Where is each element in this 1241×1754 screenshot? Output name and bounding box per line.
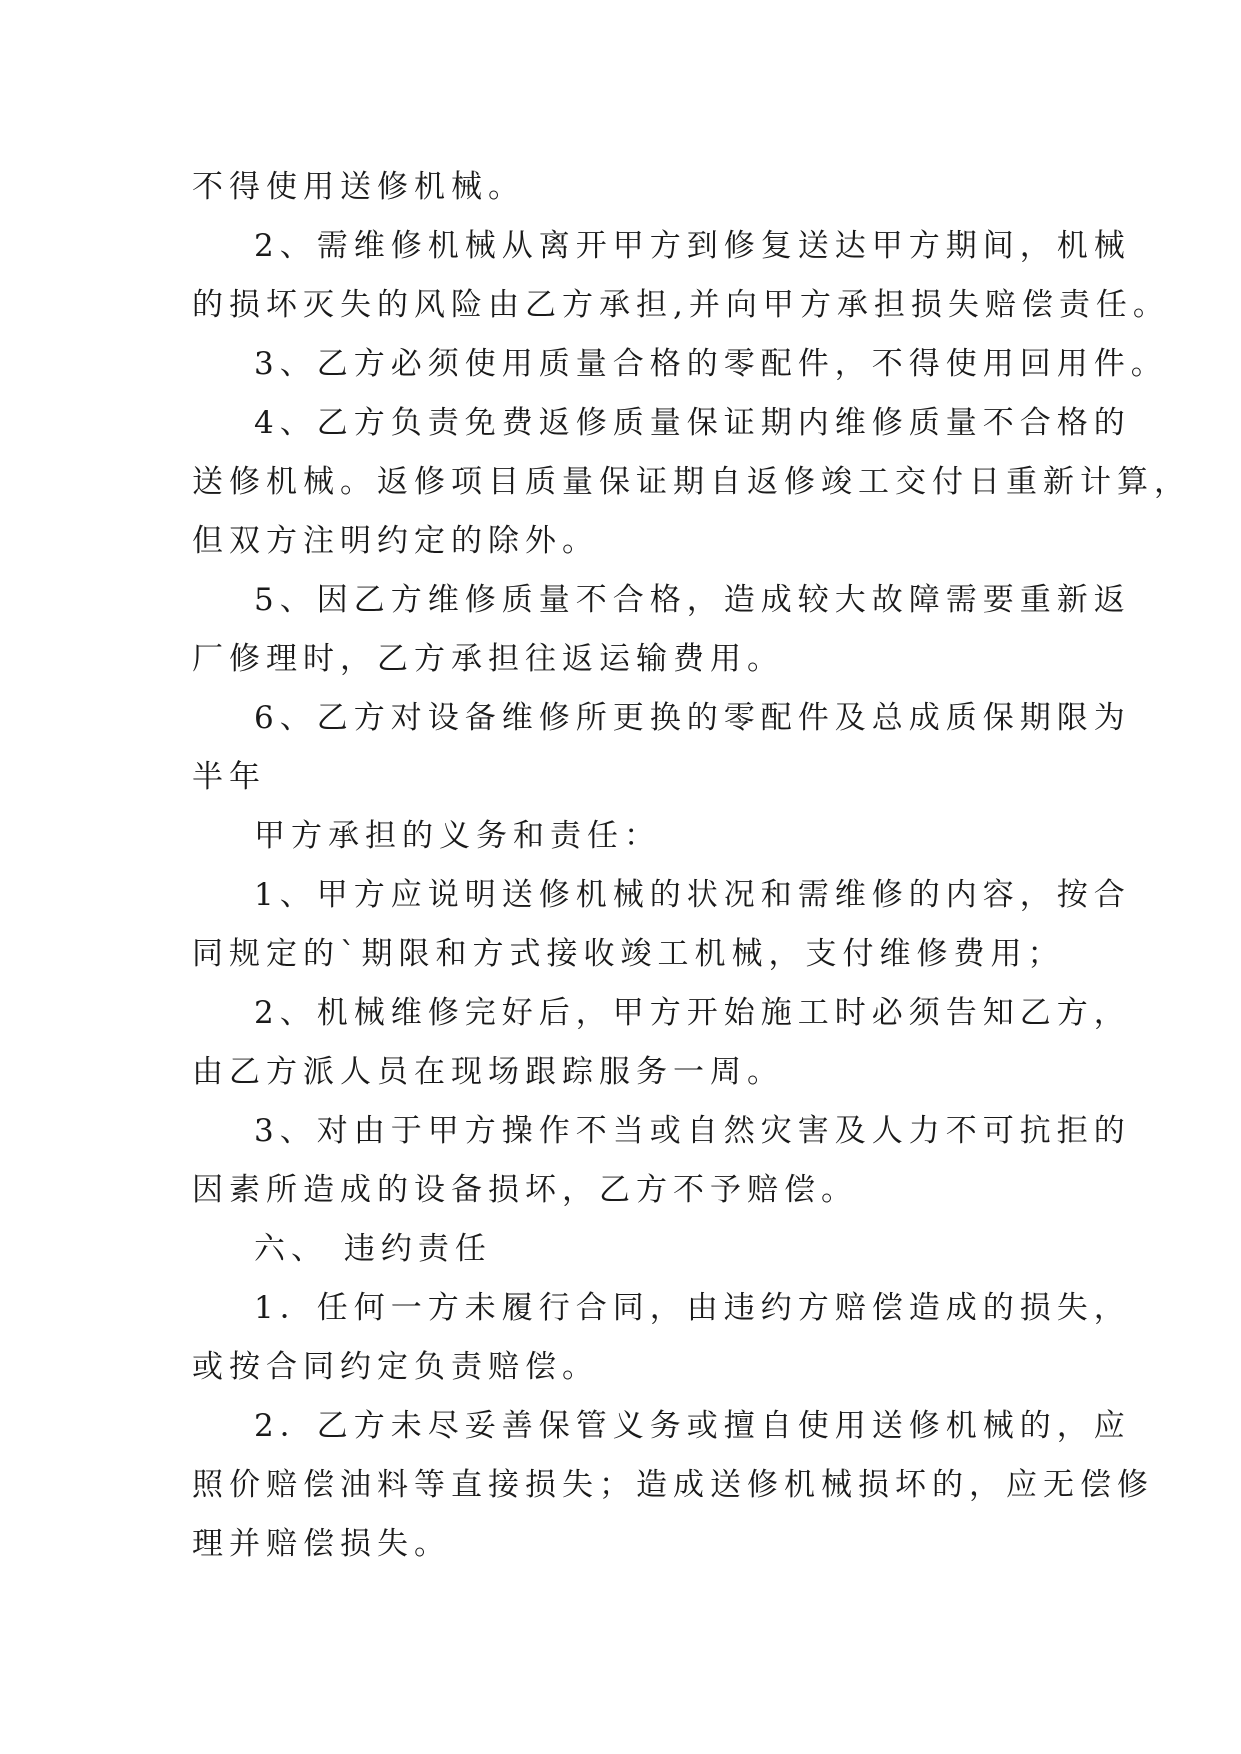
text-line: 因素所造成的设备损坏，乙方不予赔偿。 [192, 1172, 858, 1208]
text-line: 理并赔偿损失。 [192, 1526, 451, 1562]
text-line: 送修机械。返修项目质量保证期自返修竣工交付日重新计算， [192, 464, 1191, 500]
section-heading: 六、 违约责任 [254, 1231, 492, 1267]
text-line: 2、机械维修完好后，甲方开始施工时必须告知乙方， [254, 995, 1131, 1031]
document-body [192, 158, 1191, 1574]
section-heading: 甲方承担的义务和责任： [254, 818, 661, 854]
text-line: 3、乙方必须使用质量合格的零配件，不得使用回用件。 [254, 346, 1168, 382]
text-line: 照价赔偿油料等直接损失；造成送修机械损坏的，应无偿修 [192, 1467, 1154, 1503]
text-line: 5、因乙方维修质量不合格，造成较大故障需要重新返 [254, 582, 1131, 618]
text-line: 半年 [192, 759, 266, 795]
text-line: 6、乙方对设备维修所更换的零配件及总成质保期限为 [254, 700, 1131, 736]
text-line: 或按合同约定负责赔偿。 [192, 1349, 599, 1385]
text-line: 1、甲方应说明送修机械的状况和需维修的内容，按合 [254, 877, 1131, 913]
text-line: 不得使用送修机械。 [192, 169, 525, 205]
text-line: 1．任何一方未履行合同，由违约方赔偿造成的损失， [254, 1290, 1131, 1326]
text-line: 2、需维修机械从离开甲方到修复送达甲方期间，机械 [254, 228, 1131, 264]
text-line: 的损坏灭失的风险由乙方承担,并向甲方承担损失赔偿责任。 [192, 287, 1170, 323]
text-line: 3、对由于甲方操作不当或自然灾害及人力不可抗拒的 [254, 1113, 1131, 1149]
text-line: 4、乙方负责免费返修质量保证期内维修质量不合格的 [254, 405, 1131, 441]
text-line: 厂修理时，乙方承担往返运输费用。 [192, 641, 784, 677]
text-line: 但双方注明约定的除外。 [192, 523, 599, 559]
text-line: 同规定的`期限和方式接收竣工机械，支付维修费用； [192, 936, 1065, 972]
text-line: 由乙方派人员在现场跟踪服务一周。 [192, 1054, 784, 1090]
text-line: 2．乙方未尽妥善保管义务或擅自使用送修机械的，应 [254, 1408, 1131, 1444]
